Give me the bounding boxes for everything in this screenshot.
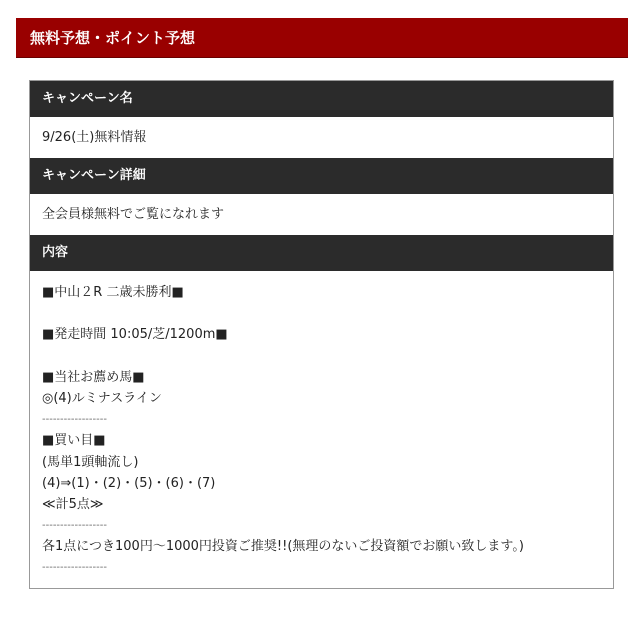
separator: ------------------ xyxy=(42,520,107,532)
investment-advice: 各1点につき100円〜1000円投資ご推奨!!(無理のないご投資額でお願い致します。) xyxy=(42,539,524,555)
separator: ------------------ xyxy=(42,562,107,574)
content-header: 内容 xyxy=(30,235,613,271)
bet-type: (馬単1頭軸流し) xyxy=(42,454,139,470)
recommend-heading: ■当社お薦め馬■ xyxy=(42,369,145,385)
separator: ------------------ xyxy=(42,414,107,426)
race-info: ■中山２R 二歳未勝利■ xyxy=(42,285,184,300)
bet-combination: (4)⇒(1)・(2)・(5)・(6)・(7) xyxy=(42,475,216,491)
bet-heading: ■買い目■ xyxy=(42,433,106,449)
campaign-name-header: キャンペーン名 xyxy=(30,81,613,117)
campaign-panel xyxy=(29,80,614,589)
bet-total: ≪計5点≫ xyxy=(42,496,104,512)
recommend-horse: ◎(4)ルミナスライン xyxy=(42,390,162,406)
campaign-name-value: 9/26(土)無料情報 xyxy=(42,130,147,145)
start-time: ■発走時間 10:05/芝/1200m■ xyxy=(42,327,228,343)
page-title: 無料予想・ポイント予想 xyxy=(16,18,628,58)
campaign-detail-value: 全会員様無料でご覧になれます xyxy=(42,207,225,222)
content-body xyxy=(30,271,613,579)
campaign-detail-header: キャンペーン詳細 xyxy=(30,158,613,194)
